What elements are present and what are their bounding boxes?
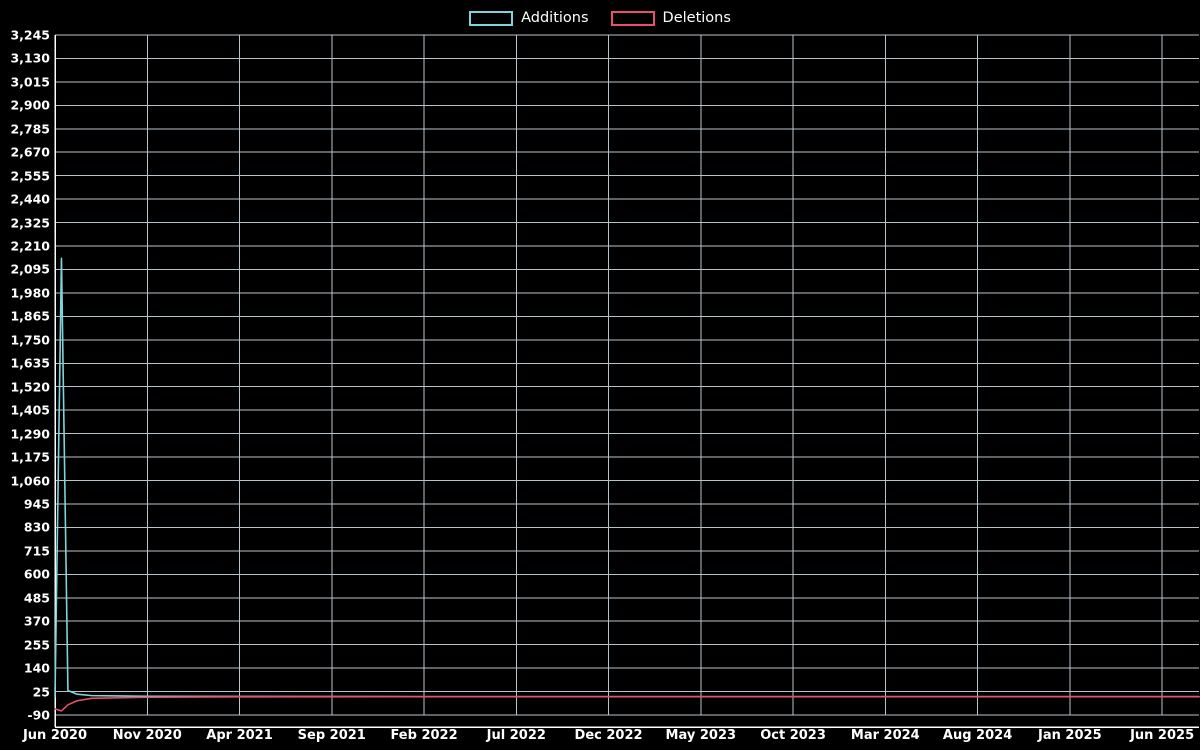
x-tick-label: Dec 2022 [574,728,643,743]
x-tick-label: Mar 2024 [850,728,920,743]
x-tick-label: Jul 2022 [486,728,546,743]
y-tick-label: 255 [23,637,50,653]
y-tick-label: 715 [23,543,50,559]
legend-label-additions: Additions [521,10,589,26]
y-tick-label: 1,865 [10,308,50,324]
x-tick-label: Oct 2023 [760,728,826,743]
y-tick-label: 830 [23,519,50,535]
y-tick-label: -90 [27,707,50,723]
y-tick-label: 2,670 [10,144,50,160]
y-tick-label: 25 [32,684,50,700]
y-tick-label: 1,290 [10,426,50,442]
series-line-deletions [55,697,1199,711]
y-tick-label: 140 [23,660,50,676]
y-tick-label: 1,750 [10,332,50,348]
y-tick-label: 2,325 [10,215,50,231]
x-tick-label: Jan 2025 [1038,728,1102,743]
x-tick-label: May 2023 [665,728,737,743]
y-tick-label: 2,900 [10,97,50,113]
y-tick-label: 1,980 [10,285,50,301]
x-tick-label: Aug 2024 [942,728,1013,743]
y-tick-label: 2,555 [10,168,50,184]
y-tick-label: 485 [23,590,50,606]
x-tick-label: Jun 2020 [22,728,88,743]
x-tick-label: Sep 2021 [297,728,366,743]
y-tick-label: 1,635 [10,355,50,371]
legend-label-deletions: Deletions [662,10,731,26]
series-line-additions [55,258,1199,696]
y-tick-label: 3,015 [10,74,50,90]
y-tick-label: 2,210 [10,238,50,254]
y-tick-label: 3,130 [10,50,50,66]
x-tick-label: Jun 2025 [1130,728,1195,743]
y-tick-label: 1,060 [10,473,50,489]
x-tick-label: Apr 2021 [206,728,273,743]
y-tick-label: 600 [23,566,50,582]
y-tick-label: 370 [23,613,50,629]
y-tick-label: 1,405 [10,402,50,418]
y-tick-label: 945 [23,496,50,512]
y-tick-label: 2,785 [10,121,50,137]
y-tick-label: 2,095 [10,261,50,277]
y-tick-label: 1,175 [10,449,50,465]
y-tick-label: 3,245 [10,27,50,43]
y-tick-label: 2,440 [10,191,50,207]
x-tick-label: Feb 2022 [390,728,458,743]
y-tick-label: 1,520 [10,379,50,395]
x-tick-label: Nov 2020 [112,728,182,743]
